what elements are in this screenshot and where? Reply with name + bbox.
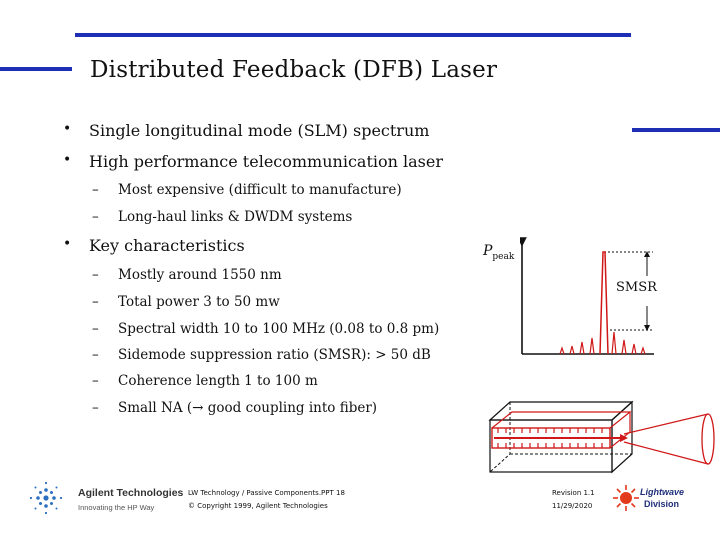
bullet-dot: • xyxy=(63,152,72,168)
sub-bullet-text: Most expensive (difficult to manufacture) xyxy=(118,182,402,198)
characteristic-text: Mostly around 1550 nm xyxy=(118,267,282,283)
footer-doc-info: LW Technology / Passive Components.PPT 18 xyxy=(188,489,345,497)
left-accent-bar xyxy=(0,67,72,71)
characteristic-item xyxy=(92,373,318,389)
characteristic-item xyxy=(92,400,378,416)
footer-date: 11/29/2020 xyxy=(552,502,593,510)
laser-chip-illustration xyxy=(488,398,716,476)
bullet-text: High performance telecommunication laser xyxy=(89,152,443,171)
sub-bullet-dash: – xyxy=(92,267,99,283)
side-modes xyxy=(560,332,645,354)
right-accent-bar xyxy=(632,128,720,132)
characteristic-text: Total power 3 to 50 mw xyxy=(118,294,280,310)
sub-bullet-text: Long-haul links & DWDM systems xyxy=(118,209,353,225)
bullet-item xyxy=(63,152,443,171)
bullet-text: Single longitudinal mode (SLM) spectrum xyxy=(89,121,430,140)
slide-title: Distributed Feedback (DFB) Laser xyxy=(90,57,498,83)
characteristic-text: Sidemode suppression ratio (SMSR): > 50 dB xyxy=(118,347,431,363)
smsr-label: SMSR xyxy=(616,280,657,295)
sub-bullet-dash: – xyxy=(92,321,99,337)
company-name: Agilent Technologies xyxy=(78,487,184,499)
characteristic-text: Spectral width 10 to 100 MHz (0.08 to 0.8 pm) xyxy=(118,321,440,337)
p-peak-label xyxy=(483,243,514,262)
bullet-dot: • xyxy=(63,236,72,252)
top-accent-bar xyxy=(75,33,631,37)
peak-subscript: peak xyxy=(492,251,515,262)
sub-bullet-item xyxy=(92,209,353,225)
sub-bullet-dash: – xyxy=(92,182,99,198)
sub-bullet-dash: – xyxy=(92,294,99,310)
division-name-line2: Division xyxy=(644,499,680,509)
main-mode-peak xyxy=(600,252,608,354)
bullet-item xyxy=(63,121,430,140)
characteristic-text: Coherence length 1 to 100 m xyxy=(118,373,318,389)
footer-revision: Revision 1.1 xyxy=(552,489,595,497)
characteristic-text: Small NA (→ good coupling into fiber) xyxy=(118,400,378,416)
footer-copyright: © Copyright 1999, Agilent Technologies xyxy=(188,502,328,510)
agilent-spark-logo xyxy=(26,478,66,518)
output-beam-cone xyxy=(624,414,708,464)
lightwave-burst-icon xyxy=(612,484,640,512)
sub-bullet-dash: – xyxy=(92,209,99,225)
sub-bullet-dash: – xyxy=(92,347,99,363)
characteristic-item xyxy=(92,294,280,310)
bullet-text: Key characteristics xyxy=(89,236,245,255)
bullet-dot: • xyxy=(63,121,72,137)
company-tagline: Innovating the HP Way xyxy=(78,503,155,512)
bullet-item xyxy=(63,236,245,255)
characteristic-item xyxy=(92,347,431,363)
spectrum-diagram xyxy=(520,236,660,358)
division-name-line1: Lightwave xyxy=(640,487,685,497)
characteristic-item xyxy=(92,267,282,283)
characteristic-item xyxy=(92,321,440,337)
sub-bullet-dash: – xyxy=(92,373,99,389)
sub-bullet-dash: – xyxy=(92,400,99,416)
p-label: P xyxy=(483,243,493,259)
sub-bullet-item xyxy=(92,182,402,198)
